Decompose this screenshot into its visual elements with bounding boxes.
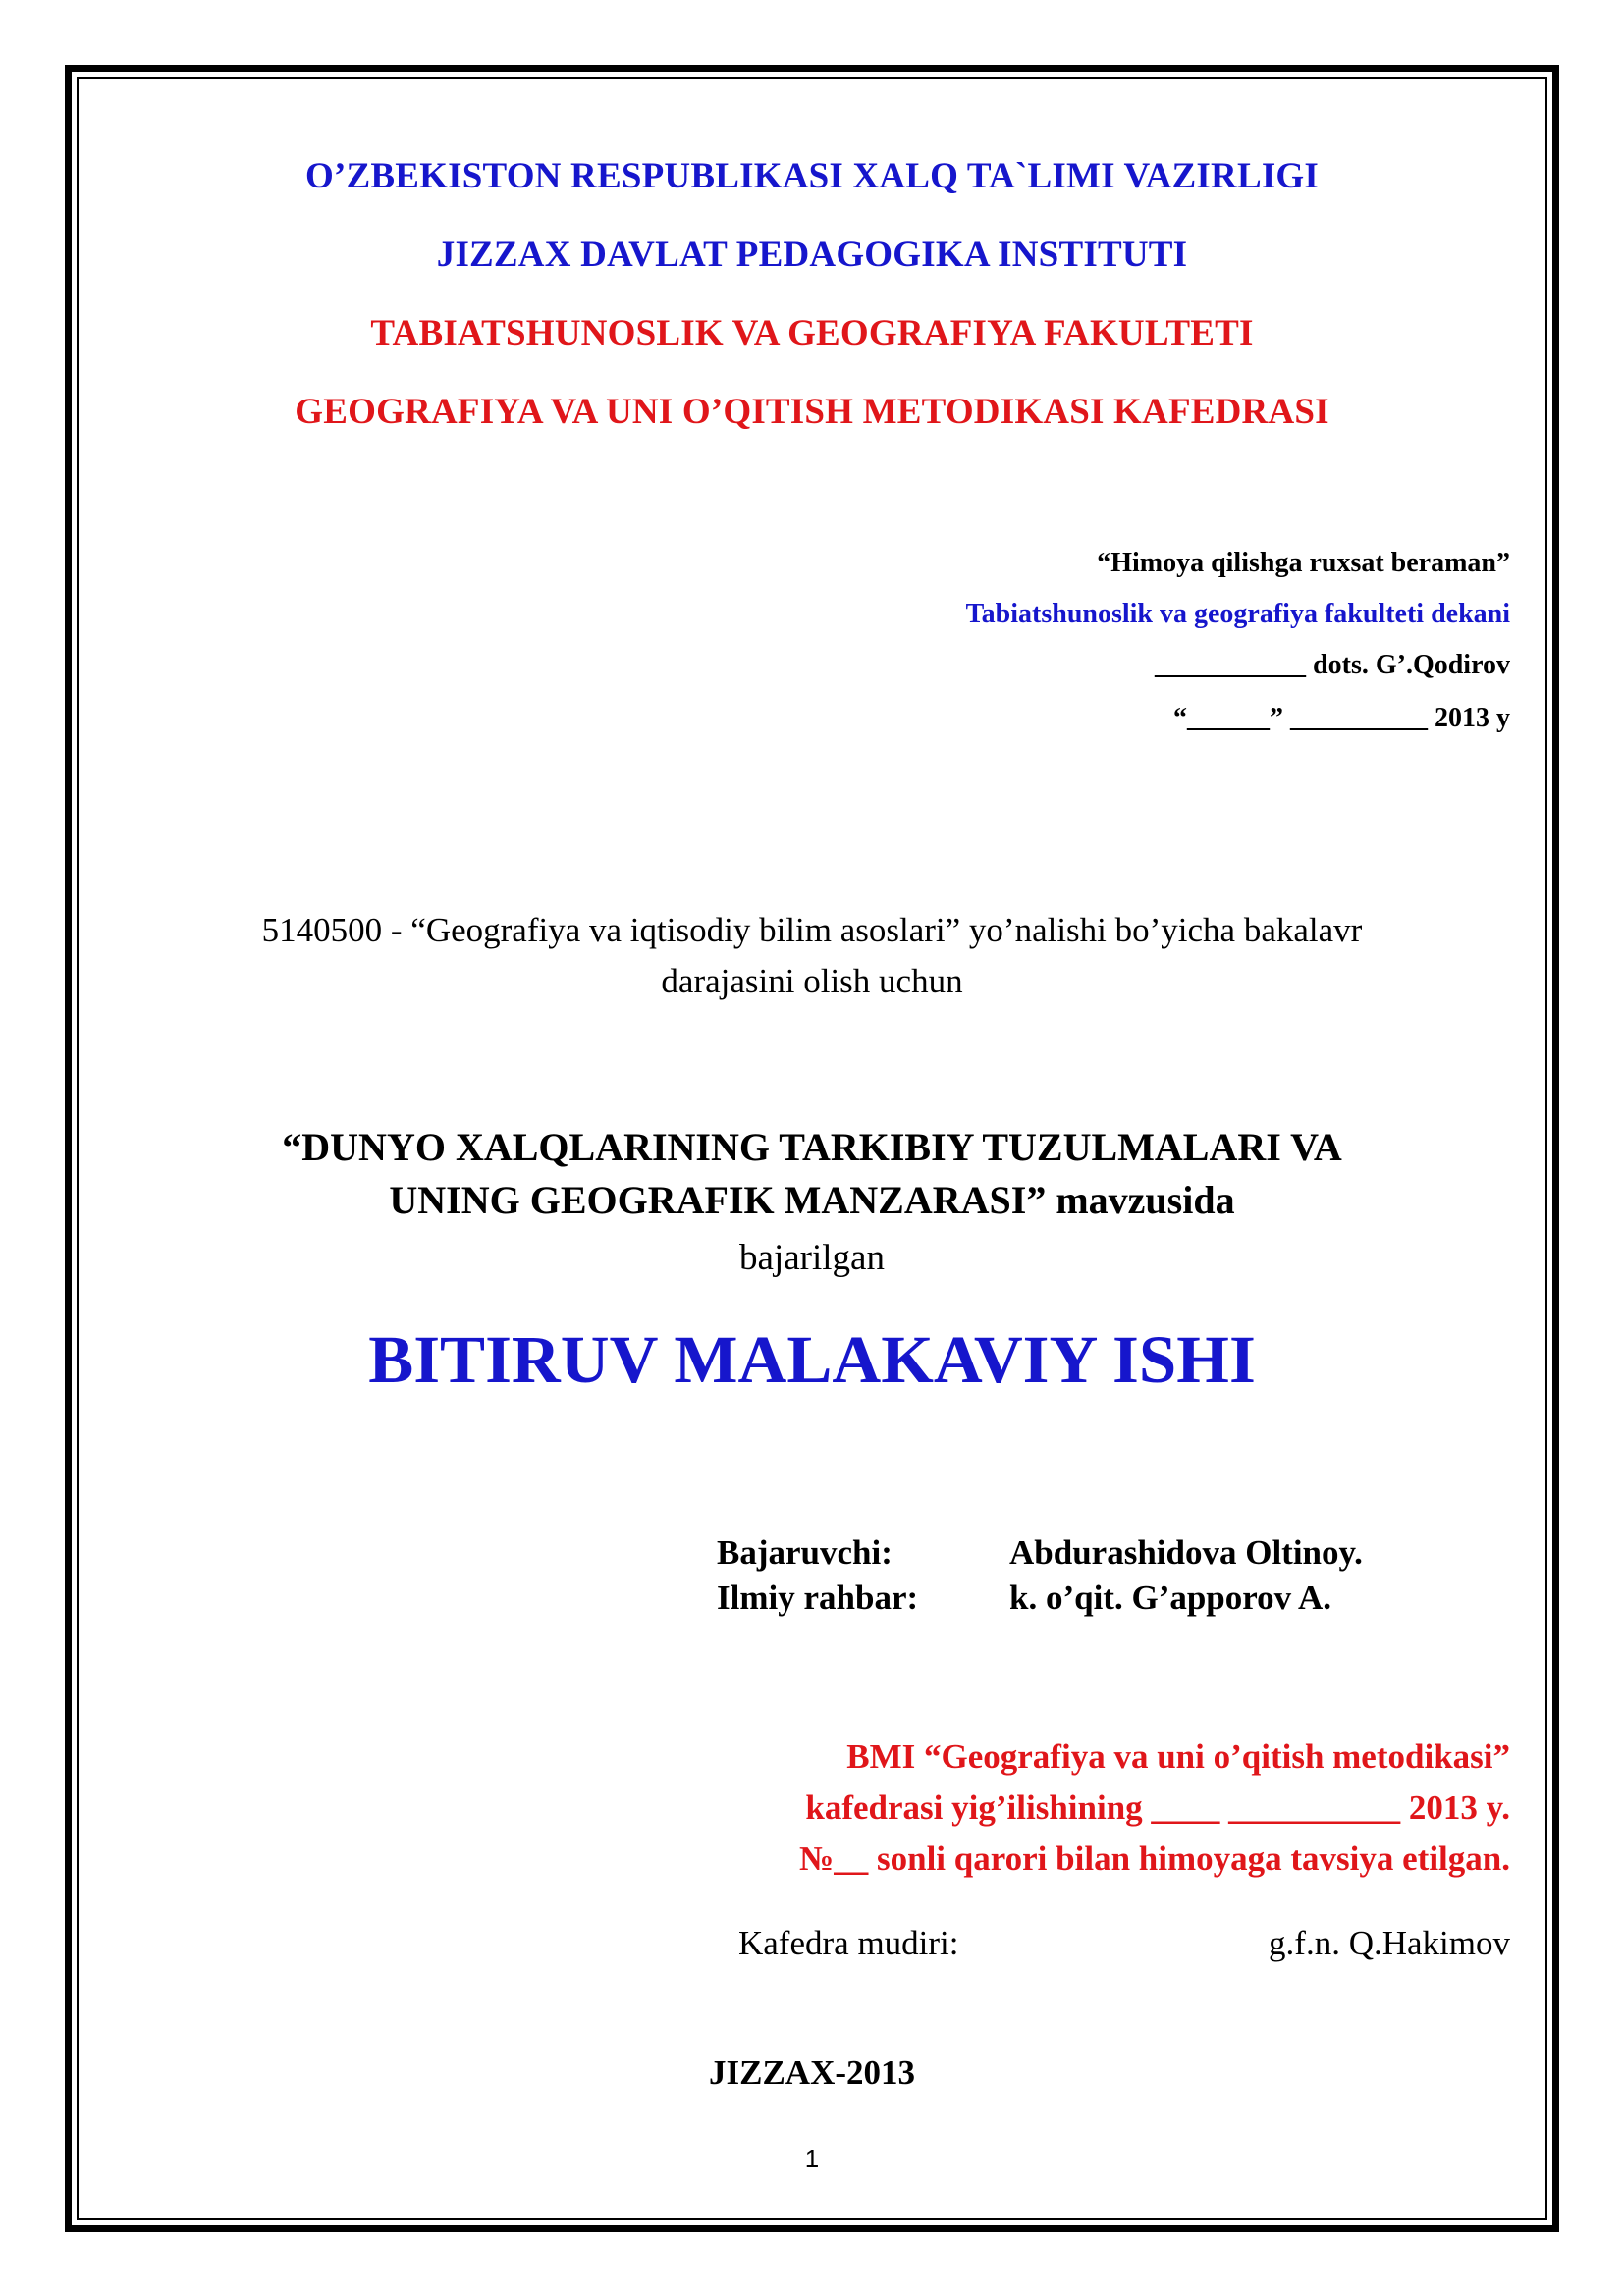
city-year: JIZZAX-2013 — [708, 2054, 916, 2092]
topic-line-1: “DUNYO XALQLARINING TARKIBIY TUZULMALARI VA — [282, 1125, 1342, 1169]
advisor-name: k. o’qit. G’apporov A. — [1009, 1578, 1332, 1617]
recommendation-line-2: kafedrasi yig’ilishining ____ __________ 2013 y. — [805, 1789, 1510, 1827]
approval-dean-title: Tabiatshunoslik va geografiya fakulteti dekani — [965, 599, 1510, 629]
approval-permission: “Himoya qilishga ruxsat beraman” — [1097, 548, 1510, 578]
institute-heading: JIZZAX DAVLAT PEDAGOGIKA INSTITUTI — [436, 235, 1188, 275]
department-head-label: Kafedra mudiri: — [738, 1924, 959, 1962]
approval-date: “______” __________ 2013 y — [1173, 703, 1510, 733]
ministry-heading: O’ZBEKISTON RESPUBLIKASI XALQ TA`LIMI VAZIRLIGI — [305, 156, 1319, 196]
topic-line-2: UNING GEOGRAFIK MANZARASI” mavzusida — [389, 1178, 1235, 1222]
advisor-label: Ilmiy rahbar: — [717, 1578, 919, 1617]
recommendation-line-1: BMI “Geografiya va uni o’qitish metodikasi” — [846, 1737, 1510, 1776]
faculty-heading: TABIATSHUNOSLIK VA GEOGRAFIYA FAKULTETI — [370, 313, 1254, 353]
recommendation-line-3: №__ sonli qarori bilan himoyaga tavsiya etilgan. — [799, 1840, 1510, 1878]
program-line-1: 5140500 - “Geografiya va iqtisodiy bilim asoslari” yo’nalishi bo’yicha bakalavr — [261, 911, 1363, 949]
page-number: 1 — [804, 2144, 820, 2173]
document-title: BITIRUV MALAKAVIY ISHI — [368, 1322, 1256, 1397]
approval-dean-signature: ___________ dots. G’.Qodirov — [1155, 650, 1510, 680]
performer-name: Abdurashidova Oltinoy. — [1009, 1533, 1363, 1572]
department-heading: GEOGRAFIYA VA UNI O’QITISH METODIKASI KAFEDRASI — [295, 392, 1329, 432]
department-head-name: g.f.n. Q.Hakimov — [1269, 1924, 1510, 1962]
topic-done-label: bajarilgan — [739, 1238, 885, 1278]
program-line-2: darajasini olish uchun — [661, 962, 963, 1000]
performer-label: Bajaruvchi: — [717, 1533, 893, 1572]
